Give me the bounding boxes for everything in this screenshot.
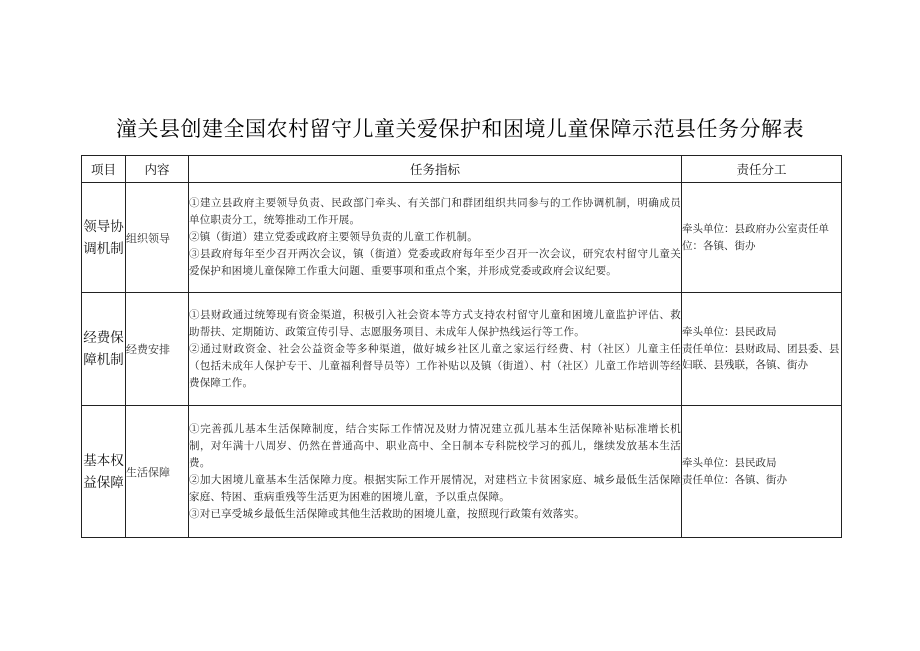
page-title: 潼关县创建全国农村留守儿童关爱保护和困境儿童保障示范县任务分解表 [116,117,804,141]
responsibility-line: 牵头单位：县民政局 [682,326,777,339]
task-table [81,155,842,538]
task-cell [189,293,682,406]
project-cell: 基本权益保障 [82,406,126,538]
task-item: ①县财政通过统筹现有资金渠道，积极引入社会资本等方式支持农村留守儿童和困境儿童监护评估、救助帮扶、定期随访、政策宣传引导、志愿服务项目、未成年人保护热线运行等工作。 [189,308,681,338]
header-content: 内容 [126,156,189,183]
responsibility-cell [682,183,842,293]
responsibility-line: 牵头单位：县民政局 [682,457,777,469]
task-item: ②通过财政资金、社会公益资金等多种渠道，做好城乡社区儿童之家运行经费、村（社区）儿童主任（包括未成年人保护专干、儿童福利督导员等）工作补贴以及镇（街道）、村（社区）儿童工作培训等经费保障工作。 [189,342,681,389]
task-item: ②加大困境儿童基本生活保障力度。根据实际工作开展情况，对建档立卡贫困家庭、城乡最低生活保障家庭、特困、重病重残等生活更为困难的困境儿童，予以重点保障。 [189,473,681,503]
task-item: ①建立县政府主要领导负责、民政部门牵头、有关部门和群团组织共同参与的工作协调机制，明确成员单位职责分工，统筹推动工作开展。 [189,197,681,226]
responsibility-line: 责任单位：各镇、街办 [682,473,787,486]
table-header-row [82,156,842,183]
task-item: ①完善孤儿基本生活保障制度，结合实际工作情况及财力情况建立孤儿基本生活保障补贴标准增长机制，对年满十八周岁、仍然在普通高中、职业高中、全日制本专科院校学习的孤儿，继续发放基本生活费。 [189,422,681,469]
project-cell: 领导协调机制 [82,183,126,293]
responsibility-line: 责任单位：县财政局、团县委、县妇联、县残联，各镇、街办 [682,342,840,372]
table-row [82,183,842,293]
table-row [82,293,842,406]
content-cell: 组织领导 [126,183,189,293]
task-item: ③对已享受城乡最低生活保障或其他生活救助的困境儿童，按照现行政策有效落实。 [189,507,585,520]
header-project: 项目 [82,156,126,183]
header-task-indicators: 任务指标 [189,156,682,183]
header-responsibility: 责任分工 [682,156,842,183]
responsibility-cell [682,293,842,406]
content-cell: 经费安排 [126,293,189,406]
task-item: ③县政府每年至少召开两次会议，镇（街道）党委或政府每年至少召开一次会议，研究农村留守儿童关爱保护和困境儿童保障工作重大问题、重要事项和重点个案，并形成党委或政府会议纪要。 [189,248,681,277]
responsibility-line: 牵头单位：县政府办公室责任单位：各镇、街办 [682,223,829,252]
task-cell [189,183,682,293]
project-cell: 经费保障机制 [82,293,126,406]
responsibility-cell [682,406,842,538]
task-cell [189,406,682,538]
table-row [82,406,842,538]
task-item: ②镇（街道）建立党委或政府主要领导负责的儿童工作机制。 [189,231,478,243]
content-cell: 生活保障 [126,406,189,538]
